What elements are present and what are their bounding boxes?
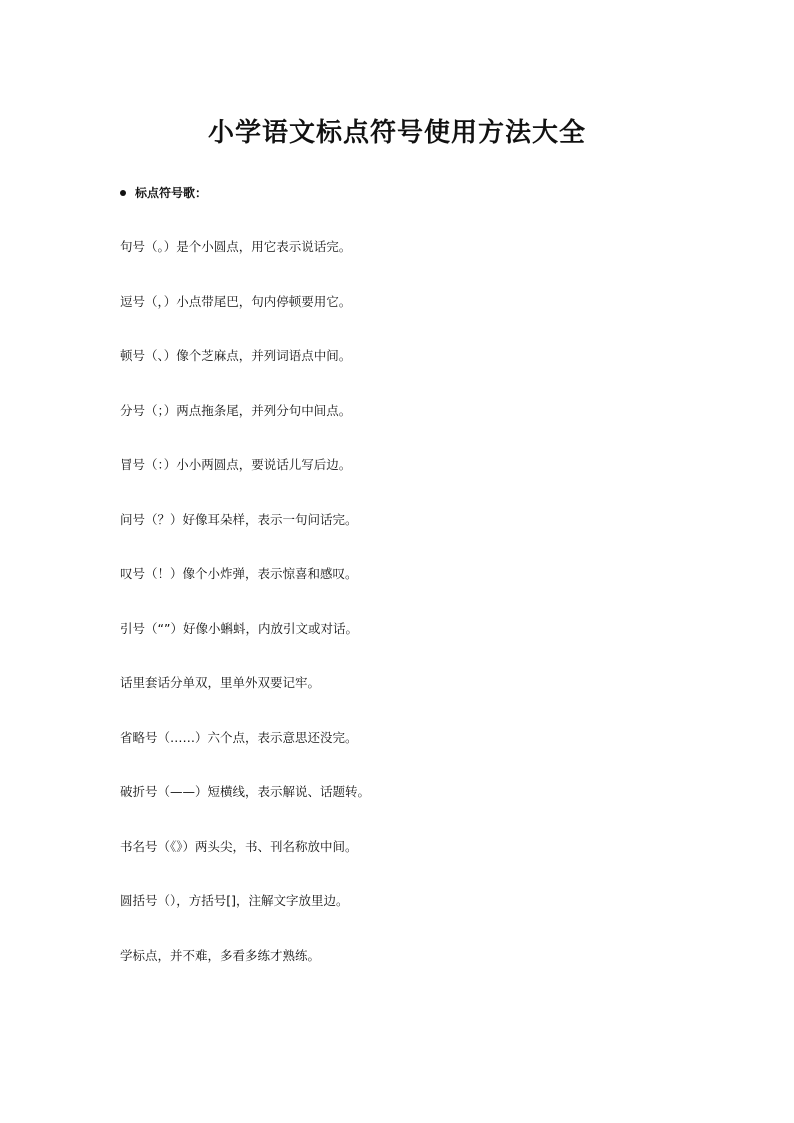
text-line: 话里套话分单双，里单外双要记牢。 <box>120 675 321 690</box>
text-line: 分号（；）两点拖条尾，并列分句中间点。 <box>120 402 352 418</box>
text-line: 句号（。）是个小圆点，用它表示说话完。 <box>120 239 352 254</box>
text-line: 学标点，并不难，多看多练才熟练。 <box>120 947 321 963</box>
punctuation-song-lines <box>120 238 720 1001</box>
text-line: 省略号（……）六个点，表示意思还没完。 <box>120 729 358 745</box>
bullet-icon <box>120 190 126 196</box>
page-title: 小学语文标点符号使用方法大全 <box>207 118 586 148</box>
text-line: 冒号（：）小小两圆点，要说话儿写后边。 <box>120 457 352 472</box>
text-line: 逗号（，）小点带尾巴，句内停顿要用它。 <box>120 293 352 309</box>
text-line: 引号（“”）好像小蝌蚪，内放引文或对话。 <box>120 620 358 636</box>
text-line: 叹号（！）像个小炸弹，表示惊喜和感叹。 <box>120 566 358 581</box>
text-line: 破折号（——）短横线，表示解说、话题转。 <box>120 784 371 799</box>
text-line: 问号（？）好像耳朵样，表示一句问话完。 <box>120 511 358 527</box>
section-heading <box>120 184 207 201</box>
text-line: 圆括号（），方括号[]，注解文字放里边。 <box>120 893 349 908</box>
section-heading-label: 标点符号歌： <box>135 186 208 200</box>
text-line: 顿号（、）像个芝麻点，并列词语点中间。 <box>120 348 352 363</box>
text-line: 书名号（《》）两头尖，书、刊名称放中间。 <box>120 838 358 854</box>
